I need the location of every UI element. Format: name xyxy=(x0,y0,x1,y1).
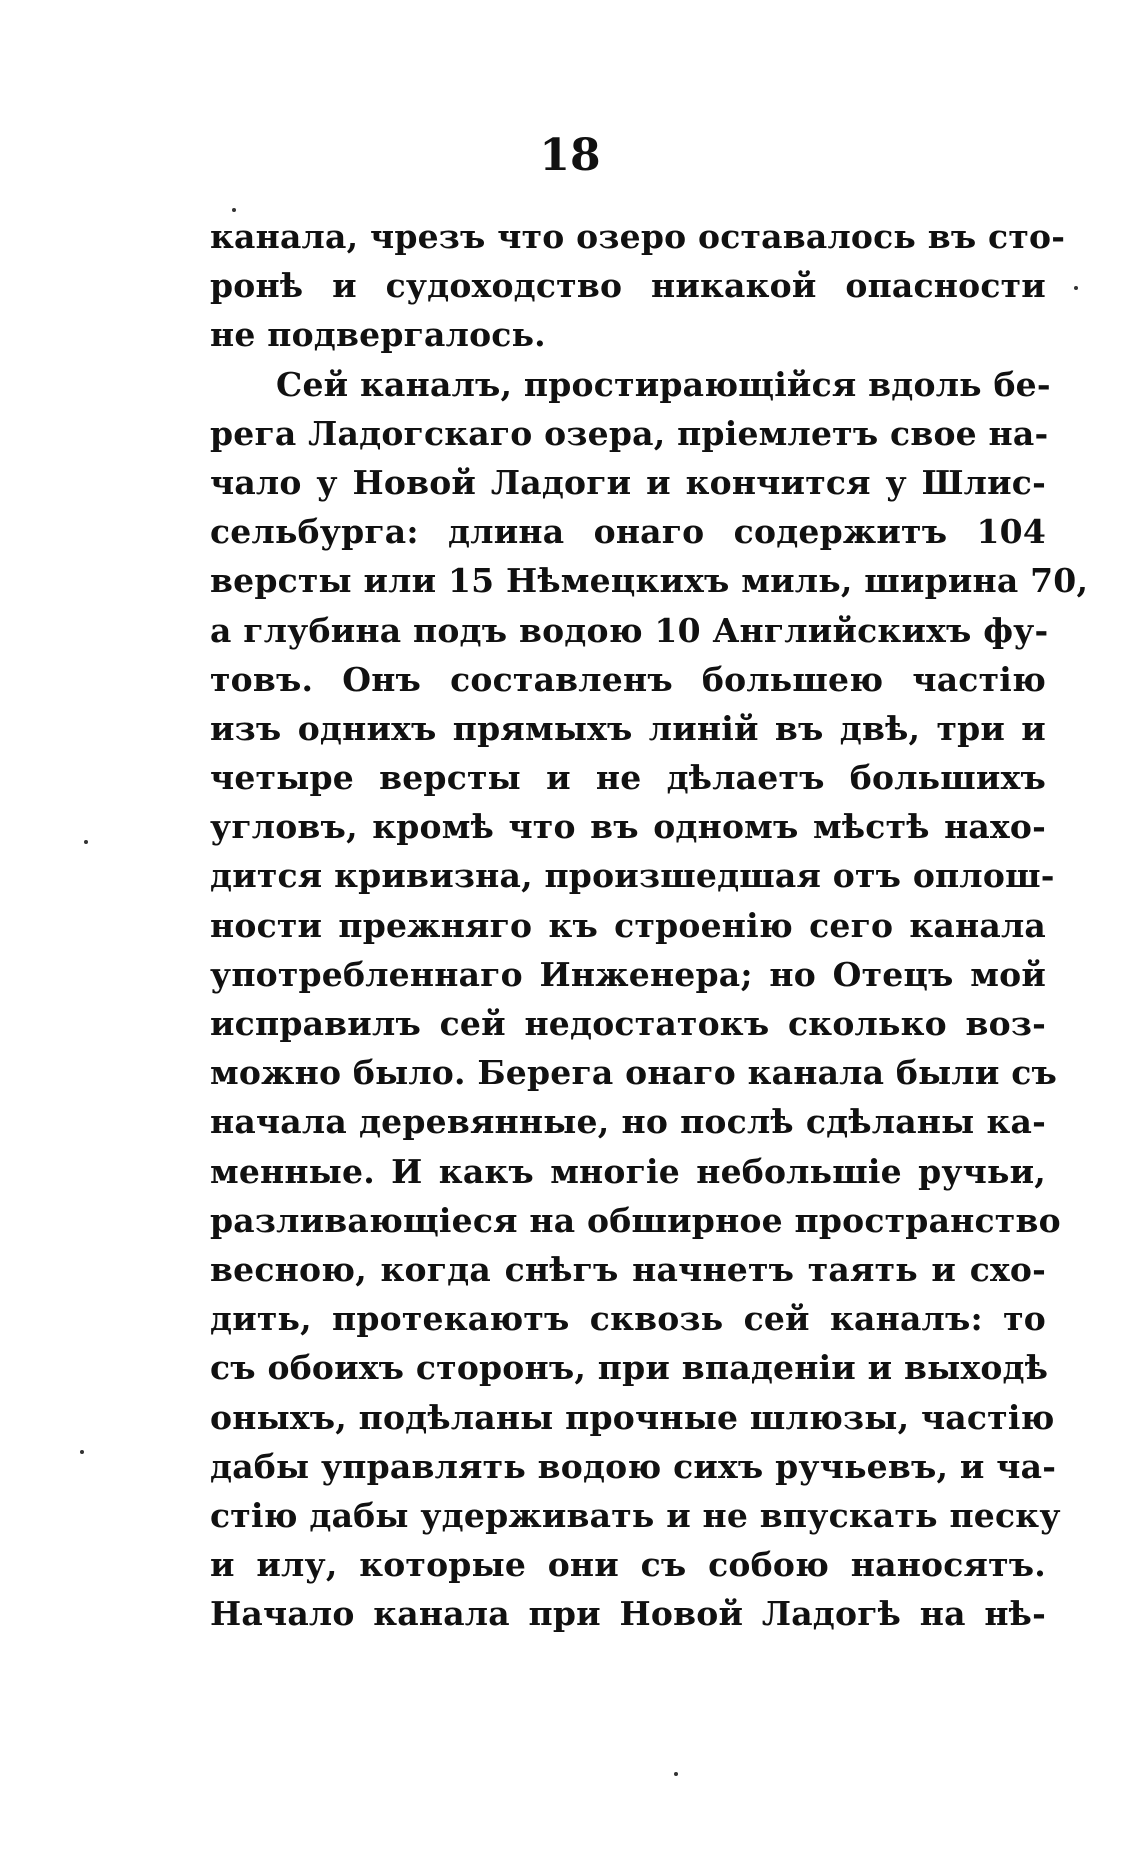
text-line: стію дабы удерживать и не впускать песку xyxy=(210,1495,1061,1535)
text-line: канала, чрезъ что озеро оставалось въ сто- xyxy=(210,217,1066,256)
text-line: рега Ладогскаго озера, пріемлетъ свое на- xyxy=(210,413,1049,453)
text-line: сельбурга: длина онаго содержитъ 104 xyxy=(210,512,1046,552)
scan-speck xyxy=(84,840,88,844)
text-line: товъ. Онъ составленъ большею частію xyxy=(210,659,1046,699)
scan-speck xyxy=(1074,286,1078,290)
body-text xyxy=(210,212,1089,1638)
text-line: весною, когда снѣгъ начнетъ таять и схо- xyxy=(210,1249,1046,1289)
text-line: употребленнаго Инженера; но Отецъ мой xyxy=(210,954,1046,994)
text-line: дабы управлять водою сихъ ручьевъ, и ча- xyxy=(210,1446,1057,1486)
text-line: дить, протекаютъ сквозь сей каналъ: то xyxy=(210,1299,1046,1339)
text-line: чало у Новой Ладоги и кончится у Шлис- xyxy=(210,462,1046,502)
text-line: разливающіеся на обширное пространство xyxy=(210,1200,1061,1240)
text-line: и илу, которые они съ собою наносятъ. xyxy=(210,1545,1046,1585)
text-line: изъ однихъ прямыхъ линій въ двѣ, три и xyxy=(210,708,1046,748)
text-line: ронѣ и судоходство никакой опасности xyxy=(210,266,1046,306)
text-line: Начало канала при Новой Ладогѣ на нѣ- xyxy=(210,1594,1046,1634)
scan-speck xyxy=(674,1772,678,1776)
text-line: можно было. Берега онаго канала были съ xyxy=(210,1053,1058,1093)
page-number: 18 xyxy=(539,130,601,181)
text-line: четыре версты и не дѣлаетъ большихъ xyxy=(210,758,1046,798)
text-line: ности прежняго къ строенію сего канала xyxy=(210,905,1046,945)
text-line: менные. И какъ многіе небольшіе ручьи, xyxy=(210,1151,1046,1191)
text-line: угловъ, кромѣ что въ одномъ мѣстѣ нахо- xyxy=(210,807,1046,847)
text-line: не подвергалось. xyxy=(210,315,546,355)
scan-speck xyxy=(232,208,236,212)
text-line: съ обоихъ сторонъ, при впаденіи и выходѣ xyxy=(210,1348,1049,1388)
text-line: версты или 15 Нѣмецкихъ миль, ширина 70, xyxy=(210,561,1089,601)
text-line: исправилъ сей недостатокъ сколько воз- xyxy=(210,1004,1046,1043)
text-line: дится кривизна, произшедшая отъ оплош- xyxy=(210,856,1055,896)
text-line: а глубина подъ водою 10 Английскихъ фу- xyxy=(210,610,1049,650)
text-line: оныхъ, подѣланы прочные шлюзы, частію xyxy=(210,1397,1055,1437)
scan-speck xyxy=(80,1450,84,1454)
text-line: Сей каналъ, простирающійся вдоль бе- xyxy=(276,364,1051,404)
text-line: начала деревянные, но послѣ сдѣланы ка- xyxy=(210,1102,1046,1142)
